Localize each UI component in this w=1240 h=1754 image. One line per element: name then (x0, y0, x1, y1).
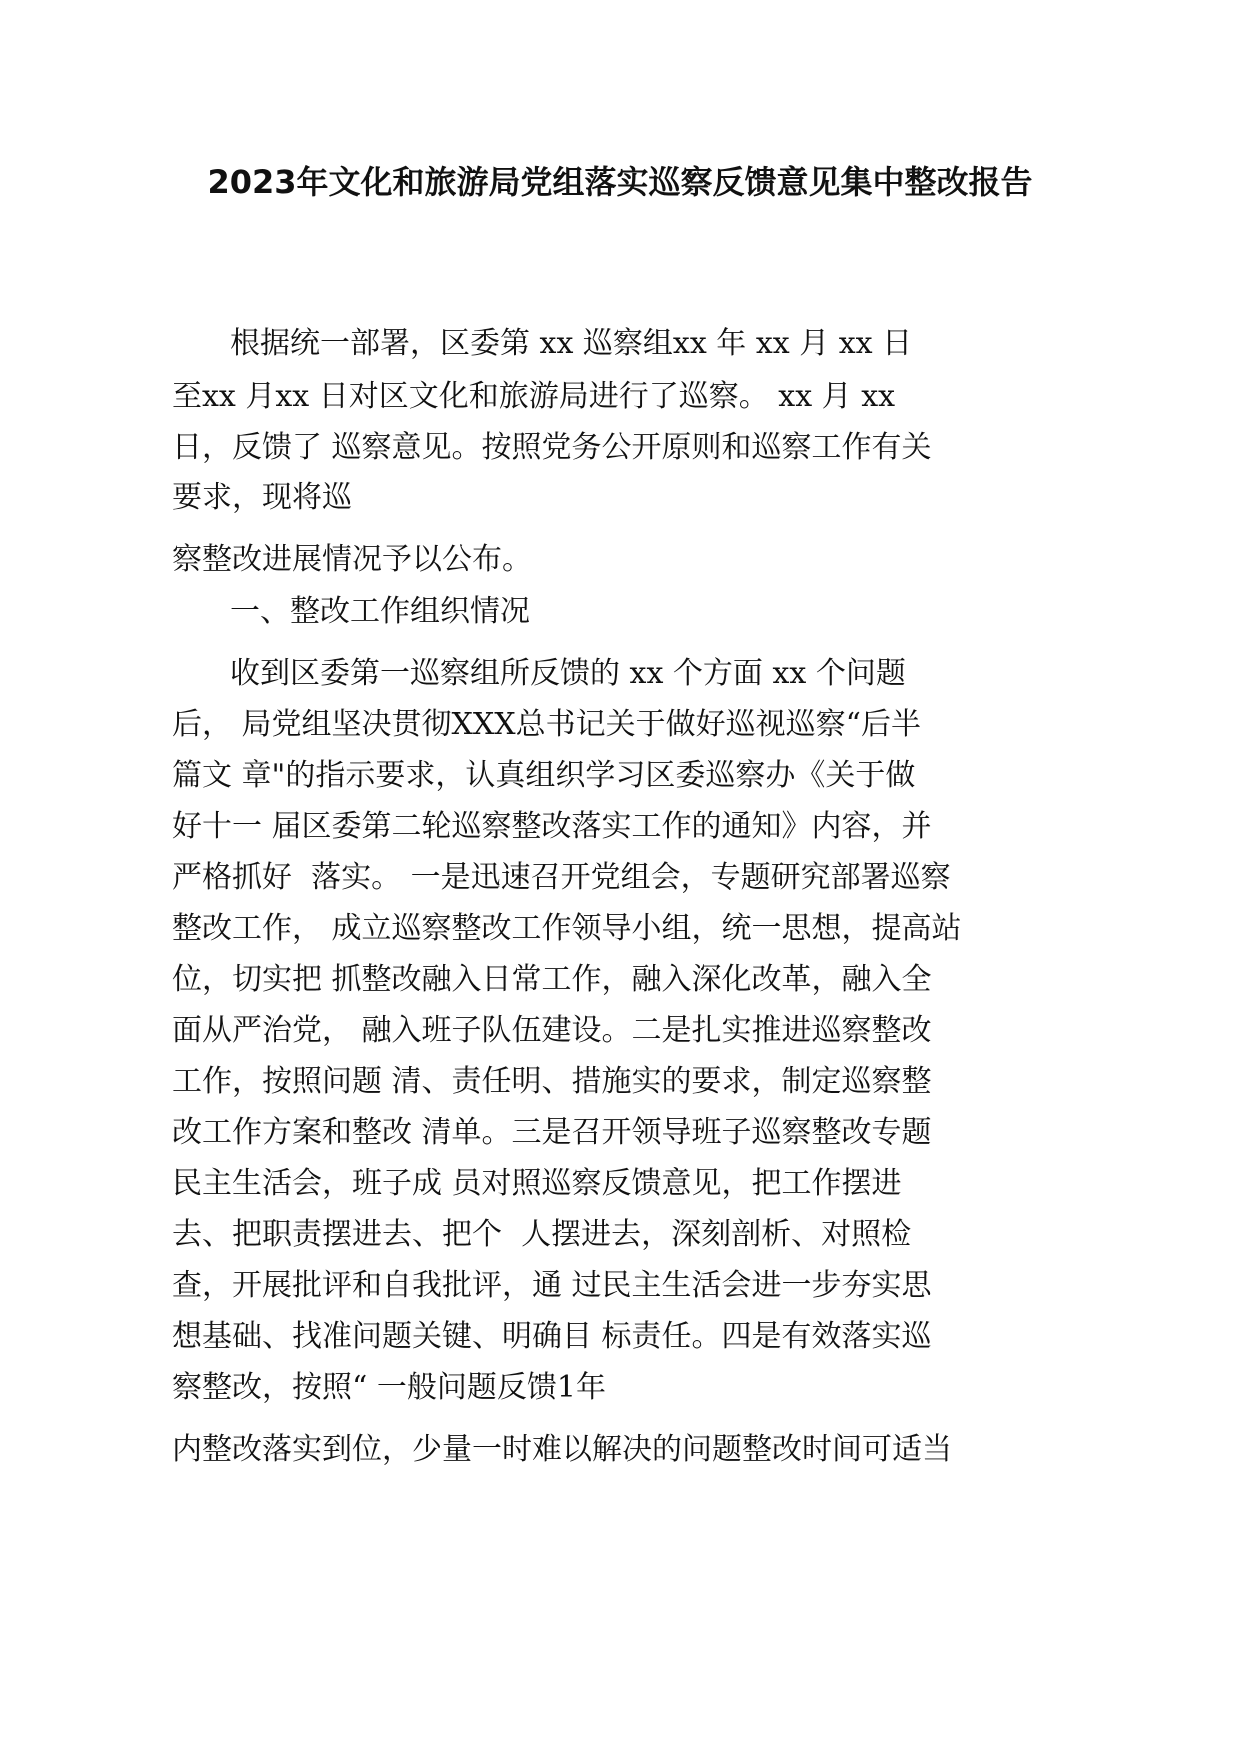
body-line: 根据统一部署，区委第 xx 巡察组xx 年 xx 月 xx 日 (230, 326, 913, 361)
document-title: 2023年文化和旅游局党组落实巡察反馈意见集中整改报告 (207, 163, 1033, 201)
body-line: 至xx 月xx 日对区文化和旅游局进行了巡察。 xx 月 xx (172, 379, 896, 414)
body-line: 改工作方案和整改 清单。三是召开领导班子巡察整改专题 (172, 1115, 932, 1150)
body-line: 民主生活会，班子成 员对照巡察反馈意见，把工作摆进 (172, 1166, 902, 1201)
body-line: 面从严治党， 融入班子队伍建设。二是扎实推进巡察整改 (172, 1013, 932, 1048)
body-line: 查，开展批评和自我批评，通 过民主生活会进一步夯实思 (172, 1268, 932, 1303)
body-line: 内整改落实到位，少量一时难以解决的问题整改时间可适当 (172, 1432, 952, 1467)
body-line: 位，切实把 抓整改融入日常工作，融入深化改革，融入全 (172, 962, 932, 997)
body-line: 日，反馈了 巡察意见。按照党务公开原则和巡察工作有关 (172, 430, 932, 465)
body-line: 篇文 章"的指示要求，认真组织学习区委巡察办《关于做 (172, 758, 916, 793)
body-line: 察整改进展情况予以公布。 (172, 542, 532, 577)
body-line: 收到区委第一巡察组所反馈的 xx 个方面 xx 个问题 (230, 656, 906, 691)
body-line: 察整改，按照“ 一般问题反馈1年 (172, 1370, 606, 1405)
body-line: 严格抓好 落实。 一是迅速召开党组会，专题研究部署巡察 (172, 860, 951, 895)
body-line: 想基础、找准问题关键、明确目 标责任。四是有效落实巡 (172, 1319, 932, 1354)
section-heading: 一、整改工作组织情况 (230, 594, 530, 629)
body-line: 去、把职责摆进去、把个 人摆进去，深刻剖析、对照检 (172, 1217, 912, 1252)
body-line: 整改工作， 成立巡察整改工作领导小组，统一思想，提高站 (172, 911, 962, 946)
body-line: 好十一 届区委第二轮巡察整改落实工作的通知》内容，并 (172, 809, 932, 844)
body-line: 工作，按照问题 清、责任明、措施实的要求，制定巡察整 (172, 1064, 932, 1099)
body-line: 要求，现将巡 (172, 480, 352, 515)
body-line: 后， 局党组坚决贯彻XXX总书记关于做好巡视巡察“后半 (172, 707, 921, 742)
